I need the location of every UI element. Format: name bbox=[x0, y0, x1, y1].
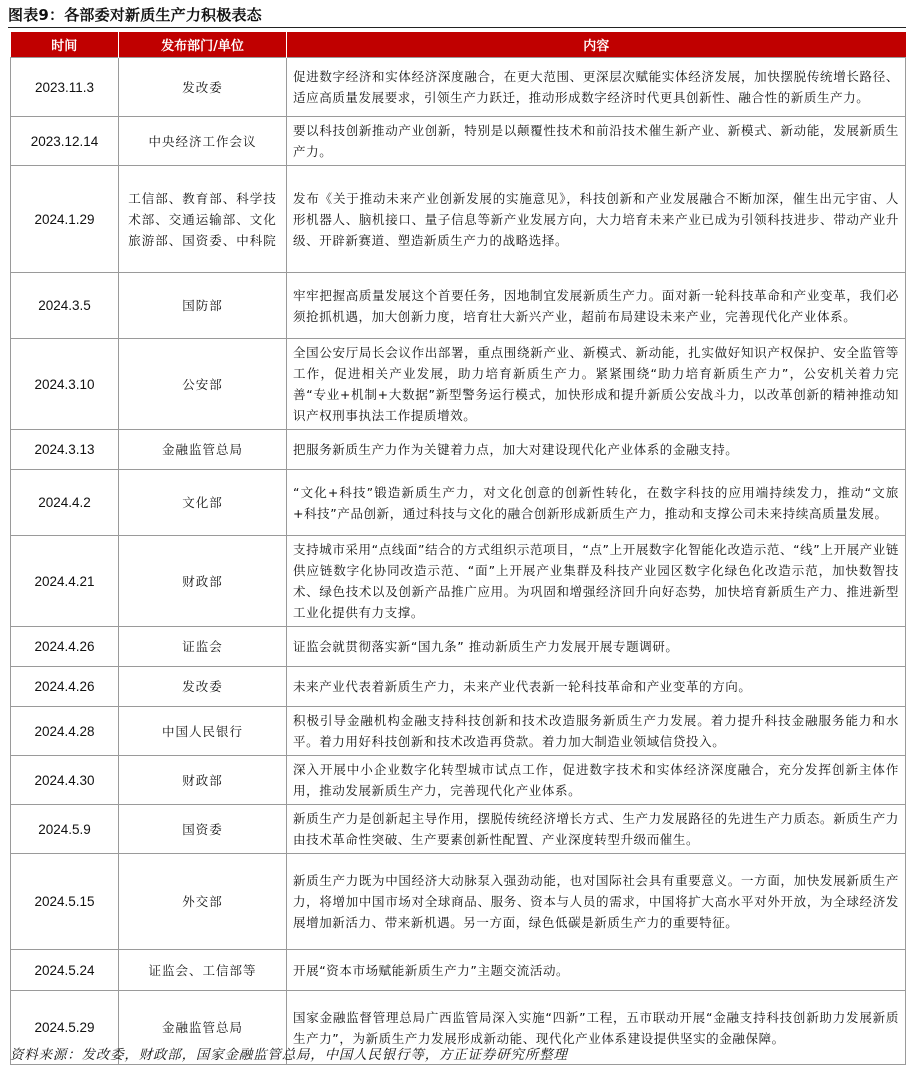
row-dept: 证监会 bbox=[119, 627, 287, 667]
row-dept: 发改委 bbox=[119, 58, 287, 117]
table-row bbox=[11, 117, 906, 166]
table-title: 图表9：各部委对新质生产力积极表态 bbox=[8, 6, 262, 24]
table-row bbox=[11, 805, 906, 854]
header-date: 时间 bbox=[11, 32, 119, 58]
row-content: 开展“资本市场赋能新质生产力”主题交流活动。 bbox=[287, 950, 906, 991]
row-date: 2024.4.30 bbox=[11, 756, 119, 805]
table-row bbox=[11, 756, 906, 805]
table-row bbox=[11, 854, 906, 950]
row-date: 2024.3.5 bbox=[11, 273, 119, 339]
row-content: 证监会就贯彻落实新“国九条” 推动新质生产力发展开展专题调研。 bbox=[287, 627, 906, 667]
row-dept: 财政部 bbox=[119, 756, 287, 805]
row-date: 2024.4.21 bbox=[11, 536, 119, 627]
row-content: 要以科技创新推动产业创新，特别是以颠覆性技术和前沿技术催生新产业、新模式、新动能，发展新质生产力。 bbox=[287, 117, 906, 166]
title-divider bbox=[8, 27, 906, 28]
table-row bbox=[11, 430, 906, 470]
row-date: 2024.4.26 bbox=[11, 667, 119, 707]
table-row bbox=[11, 339, 906, 430]
source-note: 资料来源：发改委，财政部，国家金融监管总局，中国人民银行等，方正证券研究所整理 bbox=[10, 1047, 568, 1063]
row-dept: 财政部 bbox=[119, 536, 287, 627]
row-content: 国家金融监督管理总局广西监管局深入实施“四新”工程，五市联动开展“金融支持科技创新助力发展新质生产力”，为新质生产力发展形成新动能、现代化产业体系建设提供坚实的金融保障。 bbox=[287, 991, 906, 1065]
row-content: 深入开展中小企业数字化转型城市试点工作，促进数字技术和实体经济深度融合，充分发挥创新主体作用，推动发展新质生产力，完善现代化产业体系。 bbox=[287, 756, 906, 805]
row-date: 2024.3.13 bbox=[11, 430, 119, 470]
table-row bbox=[11, 667, 906, 707]
row-dept: 国资委 bbox=[119, 805, 287, 854]
row-dept: 证监会、工信部等 bbox=[119, 950, 287, 991]
row-date: 2024.5.24 bbox=[11, 950, 119, 991]
table-row bbox=[11, 707, 906, 756]
table-header-row bbox=[11, 32, 906, 58]
row-dept: 公安部 bbox=[119, 339, 287, 430]
row-dept: 文化部 bbox=[119, 470, 287, 536]
row-content: 积极引导金融机构金融支持科技创新和技术改造服务新质生产力发展。着力提升科技金融服务能力和水平。着力用好科技创新和技术改造再贷款。着力加大制造业领域信贷投入。 bbox=[287, 707, 906, 756]
row-date: 2024.4.26 bbox=[11, 627, 119, 667]
row-dept: 金融监管总局 bbox=[119, 430, 287, 470]
header-content: 内容 bbox=[287, 32, 906, 58]
row-date: 2024.4.28 bbox=[11, 707, 119, 756]
row-content: “文化+科技”锻造新质生产力，对文化创意的创新性转化，在数字科技的应用端持续发力，推动“文旅+科技”产品创新，通过科技与文化的融合创新形成新质生产力，推动和支撑公司未来持续高质量发展。 bbox=[287, 470, 906, 536]
row-dept: 金融监管总局 bbox=[119, 991, 287, 1065]
table-row bbox=[11, 58, 906, 117]
row-date: 2024.4.2 bbox=[11, 470, 119, 536]
row-date: 2024.5.9 bbox=[11, 805, 119, 854]
row-date: 2023.12.14 bbox=[11, 117, 119, 166]
row-dept: 中国人民银行 bbox=[119, 707, 287, 756]
header-dept: 发布部门/单位 bbox=[119, 32, 287, 58]
policy-table bbox=[10, 32, 906, 1065]
row-dept: 中央经济工作会议 bbox=[119, 117, 287, 166]
row-dept: 国防部 bbox=[119, 273, 287, 339]
row-content: 支持城市采用“点线面”结合的方式组织示范项目，“点”上开展数字化智能化改造示范、“线”上开展产业链供应链数字化协同改造示范、“面”上开展产业集群及科技产业园区数字化绿色化改造示范，加快数智技术、绿色技术以及创新产品推广应用。为巩固和增强经济回升向好态势，加快培育新质生产力、推进新型工业化提供有力支撑。 bbox=[287, 536, 906, 627]
row-content: 新质生产力是创新起主导作用，摆脱传统经济增长方式、生产力发展路径的先进生产力质态。新质生产力由技术革命性突破、生产要素创新性配置、产业深度转型升级而催生。 bbox=[287, 805, 906, 854]
row-content: 发布《关于推动未来产业创新发展的实施意见》，科技创新和产业发展融合不断加深，催生出元宇宙、人形机器人、脑机接口、量子信息等新产业发展方向，大力培育未来产业已成为引领科技进步、带动产业升级、开辟新赛道、塑造新质生产力的战略选择。 bbox=[287, 166, 906, 273]
row-content: 把服务新质生产力作为关键着力点，加大对建设现代化产业体系的金融支持。 bbox=[287, 430, 906, 470]
table-row bbox=[11, 273, 906, 339]
row-date: 2024.5.15 bbox=[11, 854, 119, 950]
table-row bbox=[11, 470, 906, 536]
row-content: 未来产业代表着新质生产力，未来产业代表新一轮科技革命和产业变革的方向。 bbox=[287, 667, 906, 707]
row-content: 全国公安厅局长会议作出部署，重点围绕新产业、新模式、新动能，扎实做好知识产权保护、安全监管等工作，促进相关产业发展，助力培育新质生产力。紧紧围绕“助力培育新质生产力”，公安机关着力完善“专业+机制+大数据”新型警务运行模式，加快形成和提升新质公安战斗力，以改革创新的精神推动知识产权刑事执法工作提质增效。 bbox=[287, 339, 906, 430]
row-date: 2024.3.10 bbox=[11, 339, 119, 430]
row-content: 牢牢把握高质量发展这个首要任务，因地制宜发展新质生产力。面对新一轮科技革命和产业变革，我们必须抢抓机遇，加大创新力度，培育壮大新兴产业，超前布局建设未来产业，完善现代化产业体系。 bbox=[287, 273, 906, 339]
row-content: 新质生产力既为中国经济大动脉泵入强劲动能，也对国际社会具有重要意义。一方面，加快发展新质生产力，将增加中国市场对全球商品、服务、资本与人员的需求，中国将扩大高水平对外开放，为全球经济发展增加新活力、带来新机遇。另一方面，绿色低碳是新质生产力的重要特征。 bbox=[287, 854, 906, 950]
table-row bbox=[11, 950, 906, 991]
row-content: 促进数字经济和实体经济深度融合，在更大范围、更深层次赋能实体经济发展，加快摆脱传统增长路径、适应高质量发展要求，引领生产力跃迁，推动形成数字经济时代更具创新性、融合性的新质生产力。 bbox=[287, 58, 906, 117]
table-row bbox=[11, 166, 906, 273]
row-dept: 外交部 bbox=[119, 854, 287, 950]
row-dept: 工信部、教育部、科学技术部、交通运输部、文化旅游部、国资委、中科院 bbox=[119, 166, 287, 273]
table-row bbox=[11, 536, 906, 627]
table-row bbox=[11, 627, 906, 667]
row-date: 2024.5.29 bbox=[11, 991, 119, 1065]
row-date: 2023.11.3 bbox=[11, 58, 119, 117]
row-dept: 发改委 bbox=[119, 667, 287, 707]
row-date: 2024.1.29 bbox=[11, 166, 119, 273]
